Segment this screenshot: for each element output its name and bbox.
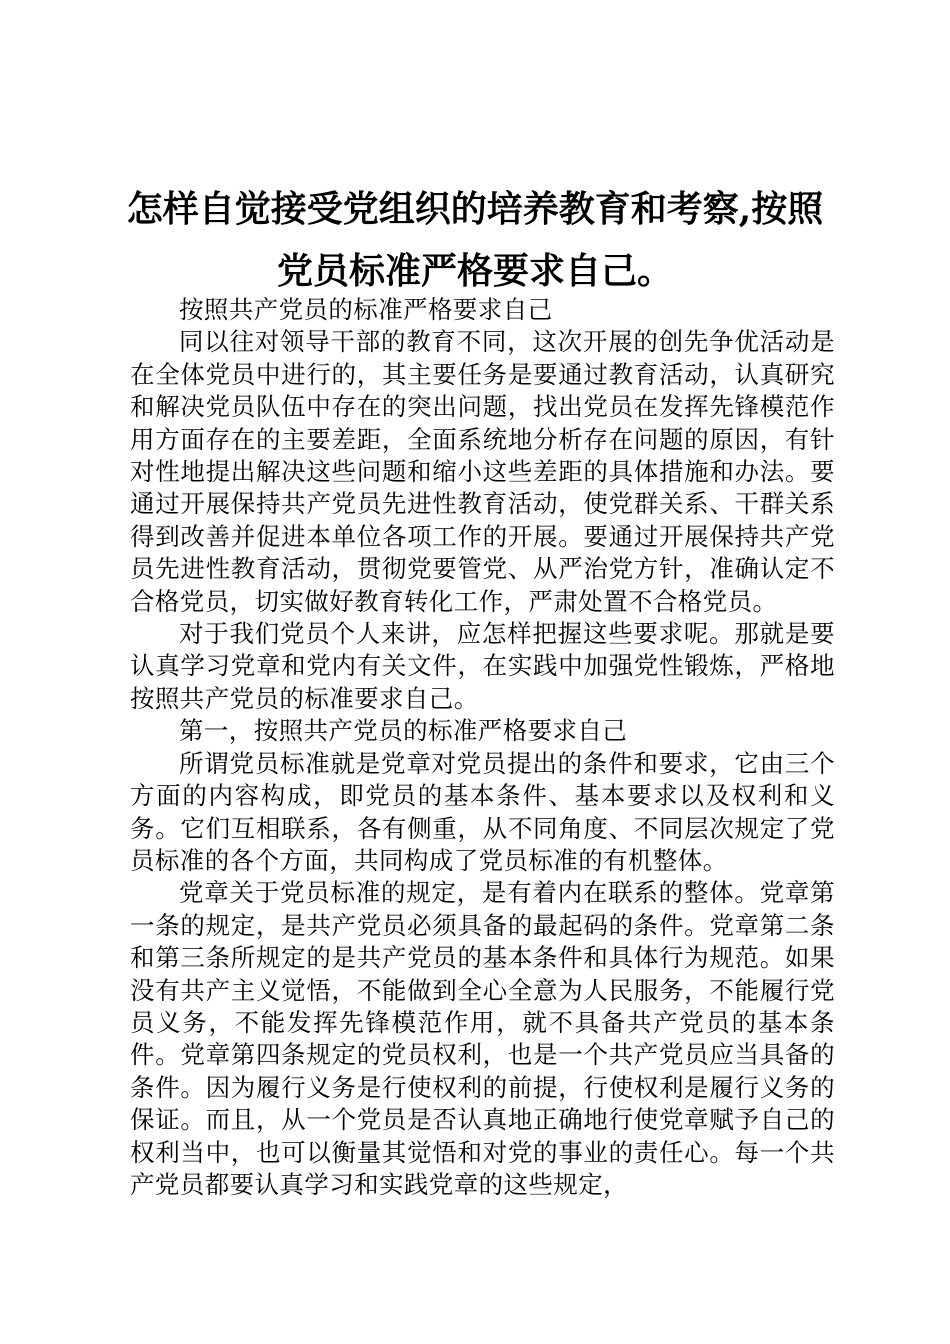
document-title	[100, 178, 850, 302]
paragraph: 按照共产党员的标准严格要求自己	[179, 295, 553, 324]
title-line-2: 党员标准严格要求自己。	[276, 250, 673, 292]
paragraph: 所谓党员标准就是党章对党员提出的条件和要求，它由三个方面的内容构成，即党员的基本条件、基本要求以及权利和义务。它们互相联系，各有侧重，从不同角度、不同层次规定了党员标准的各个方面，共同构成了党员标准的有机整体。	[130, 748, 835, 875]
paragraph: 同以往对领导干部的教育不同，这次开展的创先争优活动是在全体党员中进行的，其主要任务是要通过教育活动，认真研究和解决党员队伍中存在的突出问题，找出党员在发挥先锋模范作用方面存在的主要差距，全面系统地分析存在问题的原因，有针对性地提出解决这些问题和缩小这些差距的具体措施和办法。要通过开展保持共产党员先进性教育活动，使党群关系、干群关系得到改善并促进本单位各项工作的开展。要通过开展保持共产党员先进性教育活动，贯彻党要管党、从严治党方针，准确认定不合格党员，切实做好教育转化工作，严肃处置不合格党员。	[130, 327, 835, 616]
paragraph: 第一，按照共产党员的标准严格要求自己	[179, 716, 628, 746]
paragraph: 党章关于党员标准的规定，是有着内在联系的整体。党章第一条的规定，是共产党员必须具备的最起码的条件。党章第二条和第三条所规定的是共产党员的基本条件和具体行为规范。如果没有共产主义觉悟，不能做到全心全意为人民服务，不能履行党员义务，不能发挥先锋模范作用，就不具备共产党员的基本条件。党章第四条规定的党员权利，也是一个共产党员应当具备的条件。因为履行义务是行使权利的前提，行使权利是履行义务的保证。而且，从一个党员是否认真地正确地行使党章赋予自己的权利当中，也可以衡量其觉悟和对党的事业的责任心。每一个共产党员都要认真学习和实践党章的这些规定，	[130, 878, 835, 1199]
document-body	[130, 294, 835, 1201]
paragraph: 对于我们党员个人来讲，应怎样把握这些要求呢。那就是要认真学习党章和党内有关文件，在实践中加强党性锻炼，严格地按照共产党员的标准要求自己。	[130, 619, 835, 713]
title-line-1: 怎样自觉接受党组织的培养教育和考察,按照	[126, 188, 824, 230]
